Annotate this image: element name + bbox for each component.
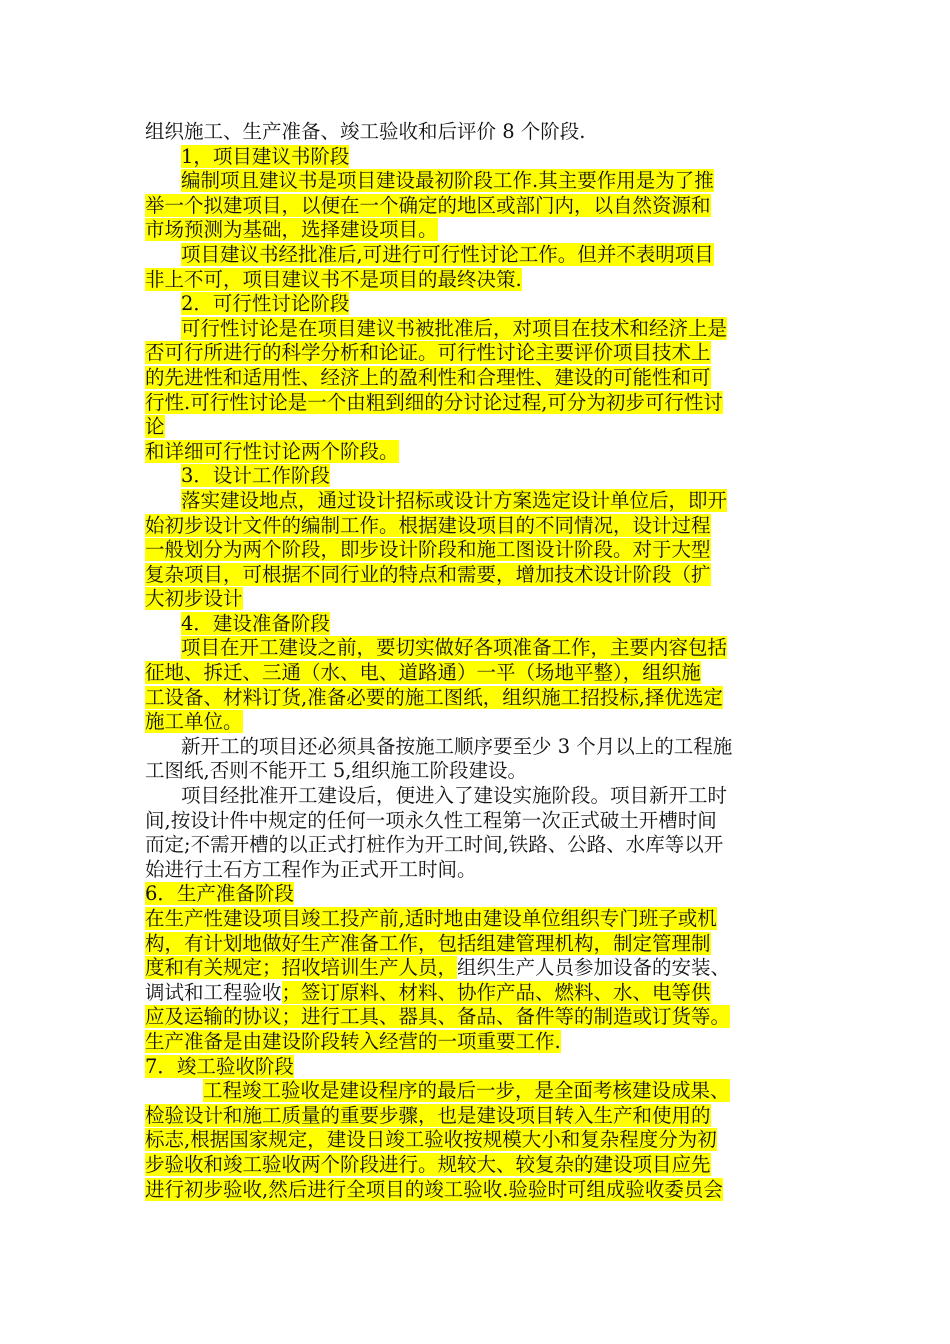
text-line	[145, 440, 825, 465]
text-line	[145, 809, 825, 834]
highlighted-text: 项目建议书经批准后,可进行可行性讨论工作。但并不表明项目	[181, 242, 714, 266]
text-line	[145, 1030, 825, 1055]
body-text: 调试和工程验收	[145, 980, 282, 1004]
highlighted-text: 和详细可行性讨论两个阶段。	[145, 439, 399, 463]
text-line	[145, 1178, 825, 1203]
text-line	[145, 563, 825, 588]
text-line	[145, 514, 825, 539]
text-line	[145, 317, 825, 342]
body-text: 组织生产人员参加设备的安装、	[457, 956, 731, 980]
text-line	[145, 956, 825, 981]
body-text: 而定;不需开槽的以正式打桩作为开工时间,铁路、公路、水库等以开	[145, 833, 724, 857]
highlighted-text: 进行初步验收,然后进行全项目的竣工验收.验验时可组成验收委员会	[145, 1177, 723, 1201]
highlighted-text: 复杂项目，可根据不同行业的特点和需要，增加技术设计阶段（扩	[145, 562, 711, 586]
text-line	[145, 784, 825, 809]
text-line	[145, 759, 825, 784]
text-line	[145, 636, 825, 661]
text-line	[145, 268, 825, 293]
text-line	[145, 1128, 825, 1153]
highlighted-text: 行性.可行性讨论是一个由粗到细的分讨论过程,可分为初步可行性讨	[145, 390, 723, 414]
highlighted-text: 非上不可，项目建议书不是项目的最终决策.	[145, 267, 522, 291]
highlighted-text: 3．设计工作阶段	[181, 464, 330, 488]
highlighted-text: 举一个拟建项目，以便在一个确定的地区或部门内，以自然资源和	[145, 193, 711, 217]
text-line	[145, 415, 825, 440]
text-line	[145, 194, 825, 219]
highlighted-text: 可行性讨论是在项目建议书被批准后，对项目在技术和经济上是	[181, 316, 728, 340]
highlighted-text: 标志,根据国家规定，建设日竣工验收按规模大小和复杂程度分为初	[145, 1128, 717, 1152]
text-line	[145, 833, 825, 858]
text-line	[145, 661, 825, 686]
text-line	[145, 735, 825, 760]
highlighted-text: 论	[145, 415, 165, 439]
text-line	[145, 907, 825, 932]
highlighted-text: 一般划分为两个阶段，即步设计阶段和施工图设计阶段。对于大型	[145, 538, 711, 562]
text-line	[145, 1104, 825, 1129]
text-line	[145, 341, 825, 366]
highlighted-text: 应及运输的协议；进行工具、器具、备品、备件等的制造或订货等。	[145, 1005, 731, 1029]
text-line	[145, 145, 825, 170]
text-line	[145, 882, 825, 907]
highlighted-text: 生产准备是由建设阶段转入经营的一项重要工作.	[145, 1029, 561, 1053]
highlighted-text: 检验设计和施工质量的重要步骤，也是建设项目转入生产和使用的	[145, 1103, 711, 1127]
text-line	[145, 1153, 825, 1178]
highlighted-text: 4．建设准备阶段	[181, 611, 330, 635]
highlighted-text: 否可行所进行的科学分析和论证。可行性讨论主要评价项目技术上	[145, 341, 711, 365]
highlighted-text: 市场预测为基础，选择建设项目。	[145, 218, 438, 242]
text-line	[145, 366, 825, 391]
highlighted-text: 落实建设地点，通过设计招标或设计方案选定设计单位后，即开	[181, 488, 728, 512]
highlighted-text: 编制项且建议书是项目建设最初阶段工作.其主要作用是为了推	[181, 169, 714, 193]
highlighted-text: 2．可行性讨论阶段	[181, 292, 350, 316]
body-text: 工图纸,否则不能开工 5,组织施工阶段建设。	[145, 759, 528, 783]
text-line	[145, 391, 825, 416]
text-line	[145, 686, 825, 711]
text-line	[145, 981, 825, 1006]
text-line	[145, 169, 825, 194]
highlighted-text: 的先进性和适用性、经济上的盈利性和合理性、建设的可能性和可	[145, 365, 711, 389]
text-line	[145, 612, 825, 637]
text-line	[145, 243, 825, 268]
body-text: 始进行土石方工程作为正式开工时间。	[145, 857, 477, 881]
highlighted-text: 在生产性建设项目竣工投产前,适时地由建设单位组织专门班子或机	[145, 907, 717, 930]
highlighted-text: ；签订原料、材料、协作产品、燃料、水、电等供	[281, 980, 711, 1004]
text-line	[145, 218, 825, 243]
document-page	[145, 120, 825, 1202]
highlighted-text: 始初步设计文件的编制工作。根据建设项目的不同情况，设计过程	[145, 513, 711, 537]
highlighted-text: 度和有关规定；招收培训生产人员，	[145, 956, 458, 980]
text-line	[145, 858, 825, 883]
text-line	[145, 464, 825, 489]
text-line	[145, 587, 825, 612]
highlighted-text: 步验收和竣工验收两个阶段进行。规较大、较复杂的建设项目应先	[145, 1152, 711, 1176]
text-line	[145, 292, 825, 317]
highlighted-text: 6．生产准备阶段	[145, 882, 294, 906]
highlighted-text: 1，项目建议书阶段	[181, 144, 350, 168]
highlighted-text: 构，有计划地做好生产准备工作，包括组建管理机构，制定管理制	[145, 931, 711, 955]
text-line	[145, 489, 825, 514]
highlighted-text: 大初步设计	[145, 587, 243, 611]
text-line	[145, 1005, 825, 1030]
text-line	[145, 120, 825, 145]
text-line	[145, 1055, 825, 1080]
body-text: 间,按设计件中规定的任何一项永久性工程第一次正式破土开槽时间	[145, 808, 717, 832]
text-line	[145, 538, 825, 563]
text-line	[145, 932, 825, 957]
highlighted-text: 项目在开工建设之前，要切实做好各项准备工作，主要内容包括	[181, 636, 728, 660]
highlighted-text: 施工单位。	[145, 710, 243, 734]
highlighted-text: 征地、拆迁、三通（水、电、道路通）一平（场地平整），组织施	[145, 661, 701, 685]
highlighted-text: 工设备、材料订货,准备必要的施工图纸，组织施工招投标,择优选定	[145, 685, 723, 709]
body-text: 新开工的项目还必须具备按施工顺序要至少 3 个月以上的工程施	[181, 734, 733, 758]
highlighted-text: 7．竣工验收阶段	[145, 1054, 294, 1078]
text-line	[145, 1079, 825, 1104]
highlighted-text: 工程竣工验收是建设程序的最后一步，是全面考核建设成果、	[203, 1079, 730, 1103]
body-text: 组织施工、生产准备、竣工验收和后评价 8 个阶段.	[145, 120, 586, 143]
body-text: 项目经批准开工建设后，便进入了建设实施阶段。项目新开工时	[181, 784, 728, 808]
text-line	[145, 710, 825, 735]
